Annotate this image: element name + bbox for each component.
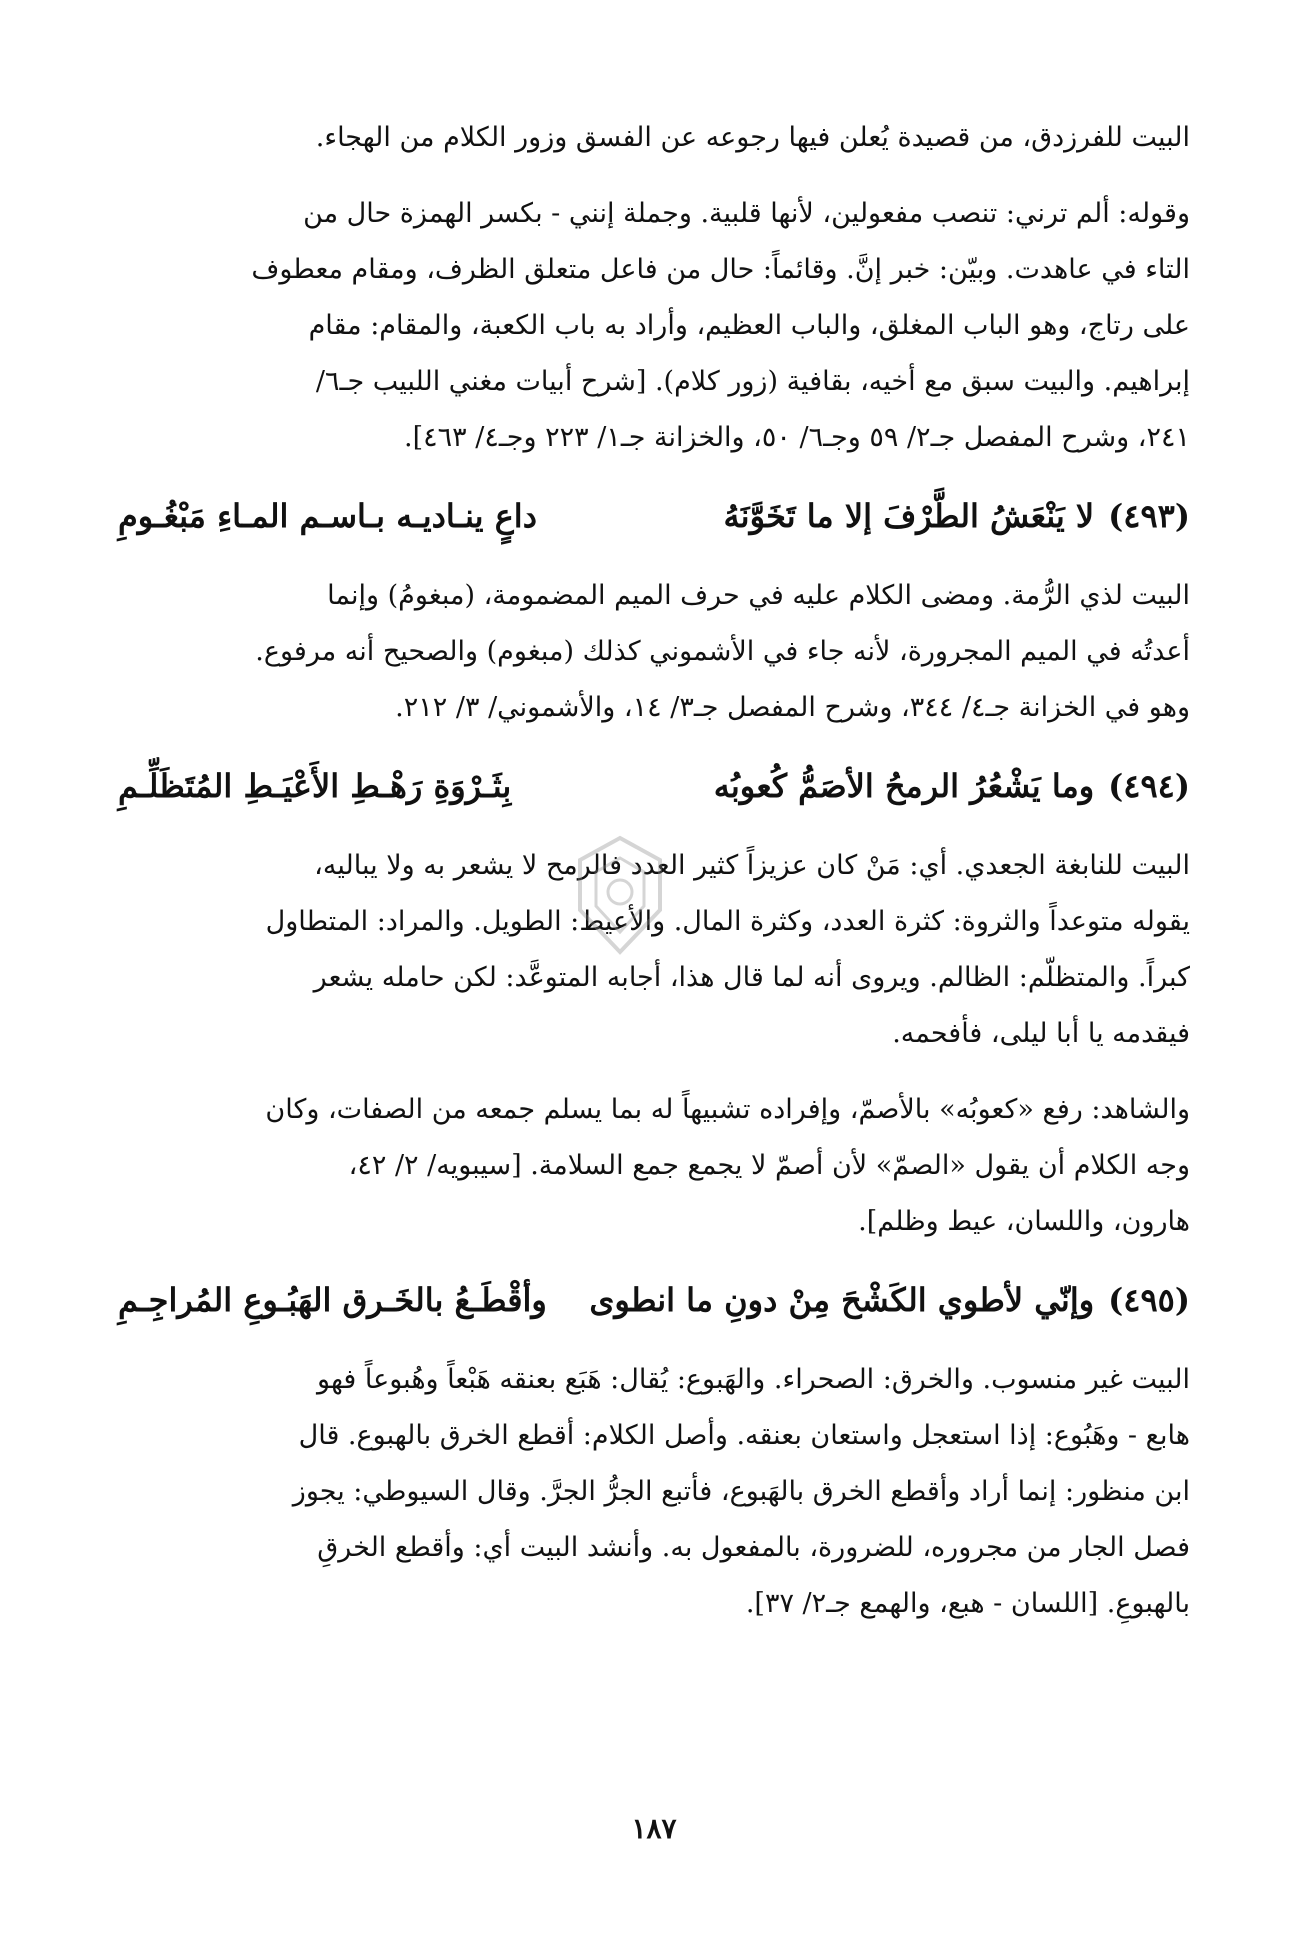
verse-first-hemistich: وإنّي لأطوي الكَشْحَ مِنْ دونِ ما انطوى [589,1281,1095,1319]
text-line: وهو في الخزانة جـ٤/ ٣٤٤، وشرح المفصل جـ٣/ ١٤، والأشموني/ ٣/ ٢١٢. [395,692,1190,723]
paragraph-6 [118,1352,1190,1632]
text-line: فصل الجار من مجروره، للضرورة، بالمفعول به. وأنشد البيت أي: وأقطع الخرقِ [317,1532,1190,1563]
paragraph-1 [118,110,1190,166]
text-line: بالهبوعِ. [اللسان - هبع، والهمع جـ٢/ ٣٧]. [745,1588,1190,1619]
text-line: أعدتُه في الميم المجرورة، لأنه جاء في الأشموني كذلك (مبغوم) والصحيح أنه مرفوع. [255,636,1190,667]
verse-number: (٤٩٤) [1108,767,1190,805]
text-line: هارون، واللسان، عيط وظلم]. [858,1206,1190,1237]
verse-number: (٤٩٥) [1108,1281,1190,1319]
text-line: البيت غير منسوب. والخرق: الصحراء. والهَبوع: يُقال: هَبَع بعنقه هَبْعاً وهُبوعاً فهو [317,1364,1190,1395]
text-line: وجه الكلام أن يقول «الصمّ» لأن أصمّ لا يجمع جمع السلامة. [سيبويه/ ٢/ ٤٢، [348,1150,1190,1181]
text-line: فيقدمه يا أبا ليلى، فأفحمه. [892,1018,1190,1049]
library-watermark-icon [560,830,680,960]
text-line: التاء في عاهدت. وبيّن: خبر إنَّ. وقائماً: حال من فاعل متعلق الظرف، ومقام معطوف [251,254,1190,285]
verse-first-hemistich: لا يَنْعَشُ الطَّرْفَ إلا ما تَخَوَّنَهُ [723,497,1095,535]
verse-second-hemistich: بِثَـرْوَةِ رَهْـطِ الأَعْيَـطِ المُتَظَلِّـمِ [118,767,512,805]
paragraph-2 [118,186,1190,466]
verse-first-hemistich: وما يَشْعُرُ الرمحُ الأصَمُّ كُعوبُه [713,767,1095,805]
text-line: وقوله: ألم ترني: تنصب مفعولين، لأنها قلبية. وجملة إنني - بكسر الهمزة حال من [303,198,1190,229]
verse-494 [118,756,1190,816]
verse-495 [118,1270,1190,1330]
paragraph-3 [118,568,1190,736]
text-line: والشاهد: رفع «كعوبُه» بالأصمّ، وإفراده تشبيهاً له بما يسلم جمعه من الصفات، وكان [265,1094,1190,1125]
paragraph-5 [118,1082,1190,1250]
text-line: يقوله متوعداً والثروة: كثرة العدد، وكثرة المال. والأعيط: الطويل. والمراد: المتطاول [265,906,1190,937]
text-line: البيت للنابغة الجعدي. أي: مَنْ كان عزيزاً كثير العدد فالرمح لا يشعر به ولا يباليه، [314,850,1190,881]
text-line: إبراهيم. والبيت سبق مع أخيه، بقافية (زور كلام). [شرح أبيات مغني اللبيب جـ٦/ [315,366,1190,397]
text-line: على رتاج، وهو الباب المغلق، والباب العظيم، وأراد به باب الكعبة، والمقام: مقام [308,310,1190,341]
text-line: كبراً. والمتظلّم: الظالم. ويروى أنه لما قال هذا، أجابه المتوعَّد: لكن حامله يشعر [313,962,1190,993]
text-line: ٢٤١، وشرح المفصل جـ٢/ ٥٩ وجـ٦/ ٥٠، والخزانة جـ١/ ٢٢٣ وجـ٤/ ٤٦٣]. [404,422,1190,453]
verse-493 [118,486,1190,546]
text-line: البيت للفرزدق، من قصيدة يُعلن فيها رجوعه عن الفسق وزور الكلام من الهجاء. [315,122,1190,153]
page-number: ١٨٧ [631,1812,677,1845]
verse-second-hemistich: وأقْطَـعُ بالخَـرق الهَبُـوعِ المُراجِـمِ [118,1281,547,1319]
text-line: ابن منظور: إنما أراد وأقطع الخرق بالهَبوع، فأتبع الجرُّ الجرَّ. وقال السيوطي: يجوز [292,1476,1190,1507]
verse-number: (٤٩٣) [1108,497,1190,535]
text-line: هابع - وهَبُوع: إذا استعجل واستعان بعنقه. وأصل الكلام: أقطع الخرق بالهبوع. قال [298,1420,1190,1451]
verse-second-hemistich: داعٍ ينـاديـه بـاسـم المـاءِ مَبْغُـومِ [117,497,537,535]
text-line: البيت لذي الرُّمة. ومضى الكلام عليه في حرف الميم المضمومة، (مبغومُ) وإنما [327,580,1190,611]
